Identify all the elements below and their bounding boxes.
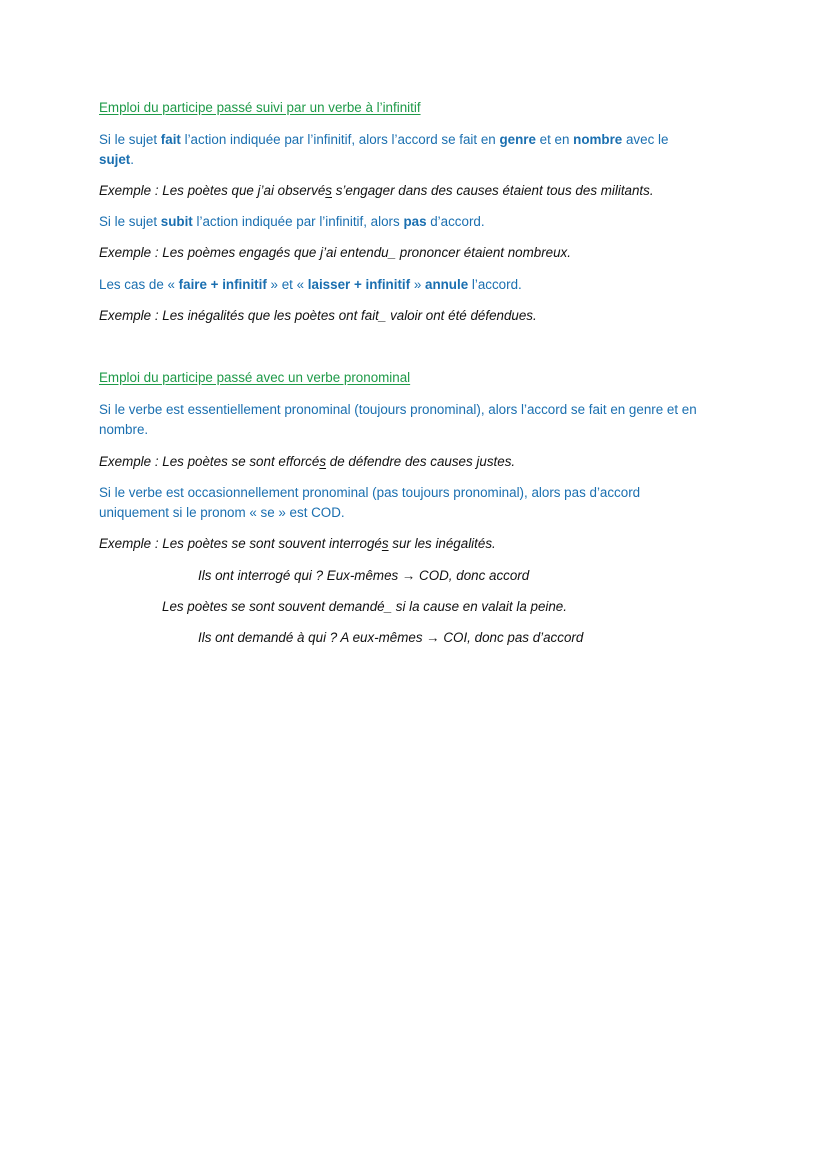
- section1-heading: Emploi du participe passé suivi par un verbe à l’infinitif: [99, 100, 421, 115]
- section1-rule1-line1: Si le sujet fait l’action indiquée par l’infinitif, alors l’accord se fait en genre et en nombre avec le: [99, 132, 669, 147]
- right-arrow-icon: →: [426, 630, 440, 645]
- section2-detail2: Ils ont demandé à qui ? A eux-mêmes → COI, donc pas d’accord: [198, 630, 584, 645]
- section1-rule2: Si le sujet subit l’action indiquée par l’infinitif, alors pas d’accord.: [99, 214, 485, 229]
- section2-example1: Exemple : Les poètes se sont efforcés de défendre des causes justes.: [99, 454, 516, 469]
- section2-rule2-line2: uniquement si le pronom « se » est COD.: [99, 505, 345, 520]
- section2-rule2-line1: Si le verbe est occasionnellement pronominal (pas toujours pronominal), alors pas d’accord: [99, 485, 641, 500]
- section2-rule1-line1: Si le verbe est essentiellement pronominal (toujours pronominal), alors l’accord se fait en genre et en: [99, 402, 697, 417]
- section1-example3: Exemple : Les inégalités que les poètes ont fait_ valoir ont été défendues.: [99, 308, 537, 323]
- section1-example1: Exemple : Les poètes que j’ai observés s’engager dans des causes étaient tous des militants.: [99, 183, 654, 198]
- section1-example2: Exemple : Les poèmes engagés que j’ai entendu_ prononcer étaient nombreux.: [99, 245, 571, 260]
- section2-detail1: Ils ont interrogé qui ? Eux-mêmes → COD, donc accord: [198, 568, 530, 583]
- section2-example3: Les poètes se sont souvent demandé_ si la cause en valait la peine.: [162, 599, 567, 614]
- right-arrow-icon: →: [401, 568, 416, 583]
- section1-rule1-line2: sujet.: [99, 152, 134, 167]
- section2-heading: Emploi du participe passé avec un verbe pronominal: [99, 370, 411, 385]
- section2-rule1-line2: nombre.: [99, 422, 149, 437]
- section1-rule3: Les cas de « faire + infinitif » et « laisser + infinitif » annule l’accord.: [99, 277, 522, 292]
- section2-example2: Exemple : Les poètes se sont souvent interrogés sur les inégalités.: [99, 536, 496, 551]
